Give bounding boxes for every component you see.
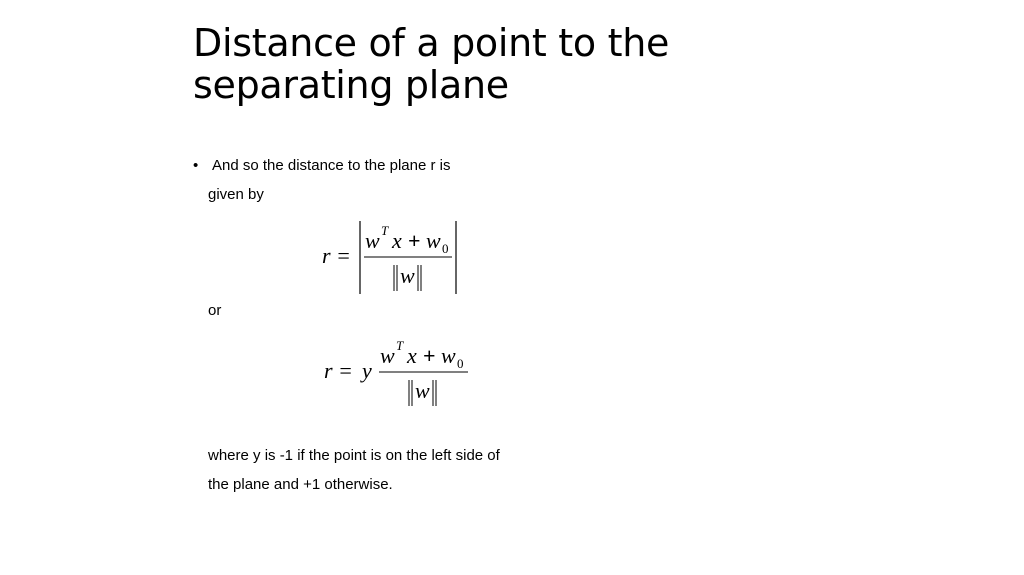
formula1-num-sup: T (381, 223, 389, 238)
footer-text-line-1: where y is -1 if the point is on the left side of (208, 447, 500, 464)
footer-text-line-2: the plane and +1 otherwise. (208, 476, 393, 493)
formula2-lhs: r = (324, 358, 353, 383)
formula2-num-plus: + (423, 343, 436, 368)
formula2-num-x: x (407, 343, 417, 368)
slide-title (193, 22, 669, 106)
bullet-text-line-1: And so the distance to the plane r is (212, 157, 451, 174)
formula1-num-plus: + (408, 228, 421, 253)
formula2-y: y (362, 358, 372, 383)
formula2-num-sub: 0 (457, 356, 464, 371)
formula1-num-sub: 0 (442, 241, 449, 256)
formula2-den: w (415, 378, 430, 403)
formula1-num-w0: w (426, 228, 441, 253)
formula2-num-sup: T (396, 338, 404, 353)
formula1-num-w: w (365, 228, 380, 253)
bullet-text-line-2: given by (208, 186, 264, 203)
title-line-1: Distance of a point to the (193, 21, 670, 65)
distance-formula-signed (320, 336, 480, 414)
bullet-dot: • (193, 157, 199, 174)
distance-formula-abs (318, 215, 468, 299)
formula2-num-w: w (380, 343, 395, 368)
or-text: or (208, 302, 222, 319)
formula1-lhs: r = (322, 243, 351, 268)
formula1-den: w (400, 263, 415, 288)
title-line-2: separating plane (193, 63, 509, 107)
formula1-num-x: x (392, 228, 402, 253)
formula2-num-w0: w (441, 343, 456, 368)
